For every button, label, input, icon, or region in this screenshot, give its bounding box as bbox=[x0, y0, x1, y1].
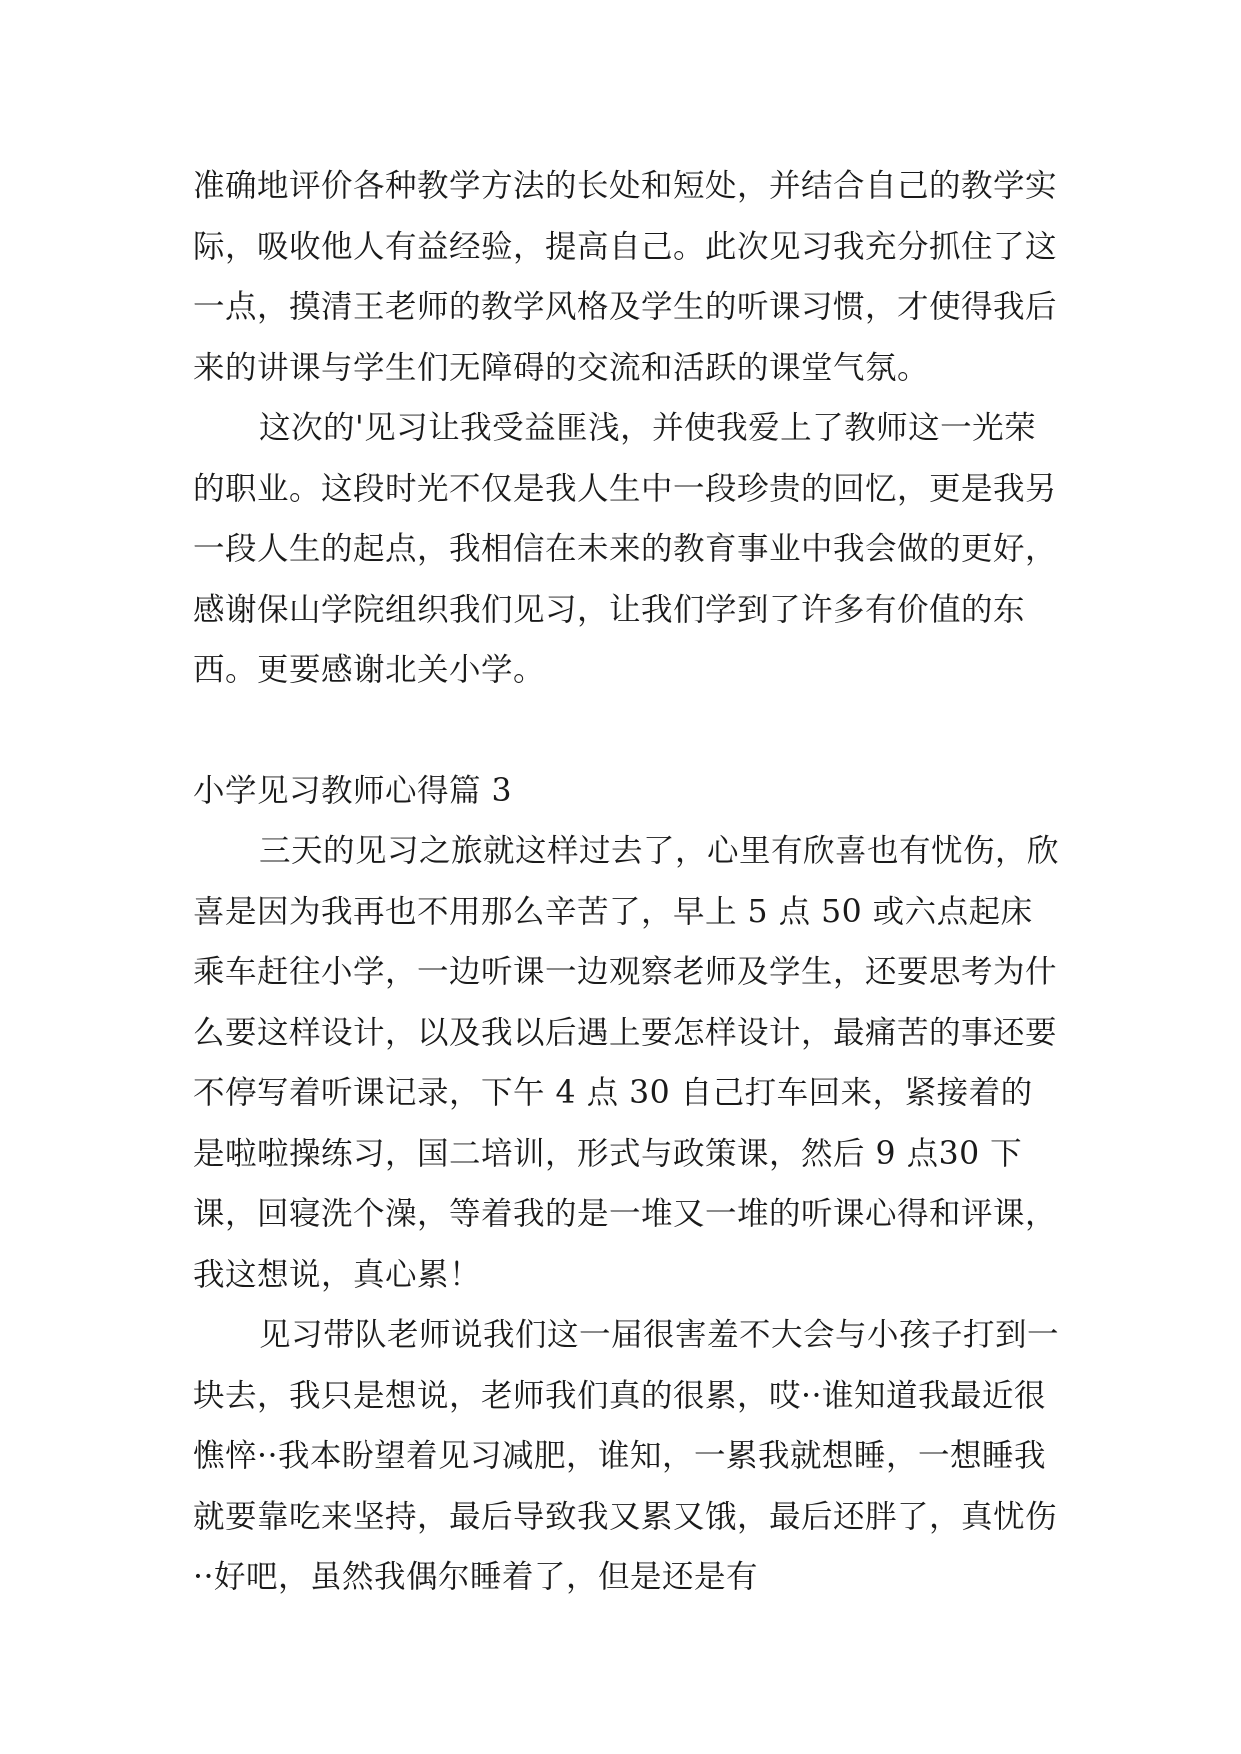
section-title: 小学见习教师心得篇 3 bbox=[193, 772, 513, 809]
body-paragraph-3: 三天的见习之旅就这样过去了，心里有欣喜也有忧伤，欣喜是因为我再也不用那么辛苦了，早上 5 点 50 或六点起床乘车赶往小学，一边听课一边观察老师及学生，还要思考为什么要这样设计，以及我以后遇上要怎样设计，最痛苦的事还要不停写着听课记录，下午 4 点 30 自己打车回来，紧接着的是啦啦操练习，国二培训，形式与政策课，然后 9 点30 下课，回寝洗个澡，等着我的是一堆又一堆的听课心得和评课，我这想说，真心累！ bbox=[193, 833, 1060, 1293]
body-paragraph-2: 这次的'见习让我受益匪浅，并使我爱上了教师这一光荣的职业。这段时光不仅是我人生中一段珍贵的回忆，更是我另一段人生的起点，我相信在未来的教育事业中我会做的更好，感谢保山学院组织我们见习，让我们学到了许多有价值的东西。更要感谢北关小学。 bbox=[193, 410, 1058, 688]
body-paragraph-4: 见习带队老师说我们这一届很害羞不大会与小孩子打到一块去，我只是想说，老师我们真的很累，哎··谁知道我最近很憔悴··我本盼望着见习减肥，谁知，一累我就想睡，一想睡我就要靠吃来坚持，最后导致我又累又饿，最后还胖了，真忧伤··好吧，虽然我偶尔睡着了，但是还是有 bbox=[193, 1317, 1060, 1595]
document-body bbox=[193, 156, 1063, 1608]
body-paragraph-1: 准确地评价各种教学方法的长处和短处，并结合自己的教学实际，吸收他人有益经验，提高自己。此次见习我充分抓住了这一点，摸清王老师的教学风格及学生的听课习惯，才使得我后来的讲课与学生们无障碍的交流和活跃的课堂气氛。 bbox=[193, 168, 1058, 386]
